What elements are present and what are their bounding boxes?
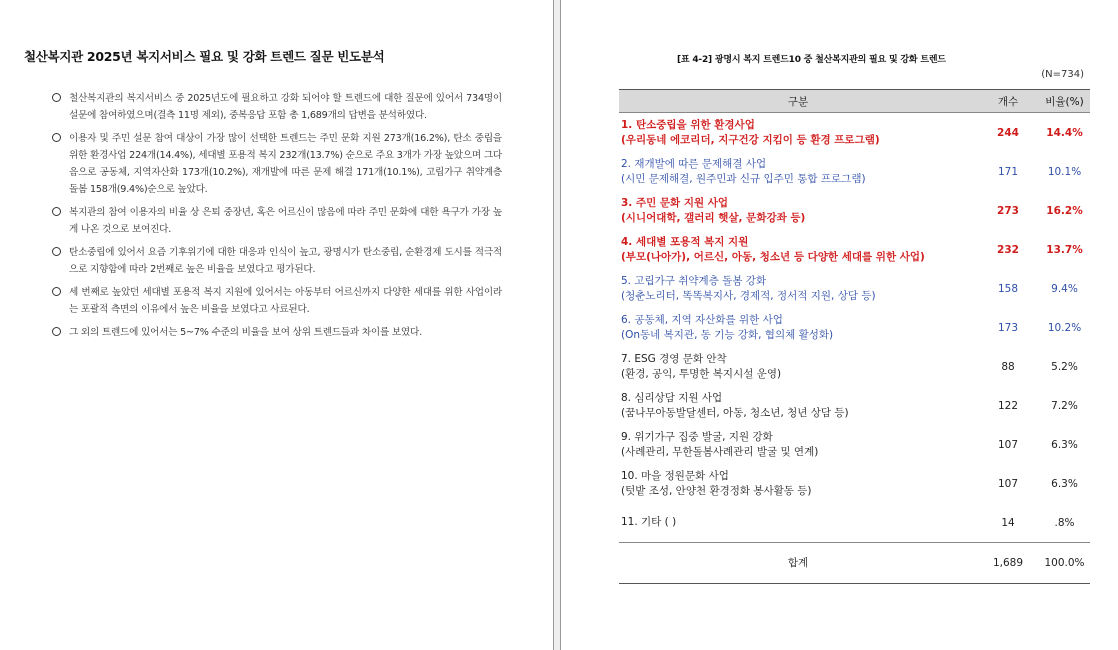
row-count: 88 [1001,360,1015,373]
row-detail: (텃밭 조성, 안양천 환경정화 봉사활동 등) [621,484,812,497]
circle-bullet-icon [52,247,61,256]
row-category [619,503,977,543]
left-page [0,0,553,650]
row-ratio: .8% [1054,516,1075,529]
row-detail: (사례관리, 무한돌봄사례관리 발굴 및 연계) [621,445,819,458]
row-ratio: 6.3% [1051,438,1078,451]
total-ratio: 100.0% [1039,543,1090,584]
circle-bullet-icon [52,133,61,142]
circle-bullet-icon [52,287,61,296]
row-title: 11. 기타 ( ) [621,516,677,528]
sample-size-label: (N=734) [1041,69,1084,80]
row-category [619,347,977,386]
row-category [619,113,977,153]
row-count: 171 [997,165,1019,178]
document-title: 철산복지관 2025년 복지서비스 필요 및 강화 트렌드 질문 빈도분석 [24,49,385,64]
row-category [619,269,977,308]
circle-bullet-icon [52,327,61,336]
finding-text: 그 외의 트렌드에 있어서는 5~7% 수준의 비율을 보여 상위 트렌드들과 차이를 보였다. [69,327,422,338]
finding-item [52,130,502,198]
row-ratio: 5.2% [1051,360,1078,373]
row-count: 244 [997,126,1019,139]
row-ratio: 13.7% [1046,243,1083,256]
row-category [619,308,977,347]
table-row [619,386,1090,425]
row-ratio: 10.2% [1047,321,1082,334]
finding-text: 이용자 및 주민 설문 참여 대상이 가장 많이 선택한 트렌드는 주민 문화 지원 273개(16.2%), 탄소 중립을 위한 환경사업 224개(14.4%), 세대별 포용적 복지 232개(13.7%) 순으로 주요 3개가 가장 높았으며 그다음으로 공동체, 지역자산화 173개(10.2%), 재개발에 따른 문제 해결 171개(10.1%), 고립가구 취약계층 돌봄 158개(9.4%)순으로 높았다. [69,133,502,195]
row-detail: (부모(나아가), 어르신, 아동, 청소년 등 다양한 세대를 위한 사업) [621,250,925,263]
row-title: 1. 탄소중립을 위한 환경사업 [621,118,755,131]
table-row [619,191,1090,230]
table-row [619,347,1090,386]
row-title: 7. ESG 경영 문화 안착 [621,352,727,365]
row-count: 173 [997,321,1019,334]
row-category [619,191,977,230]
row-detail: (시니어대학, 갤러리 햇살, 문화강좌 등) [621,211,806,224]
row-detail: (On동네 복지관, 동 기능 강화, 협의체 활성화) [621,328,834,341]
findings-list [52,90,502,347]
row-count: 107 [997,477,1019,490]
row-category [619,386,977,425]
table-row [619,308,1090,347]
row-category [619,464,977,503]
row-title: 4. 세대별 포용적 복지 지원 [621,235,749,248]
row-count: 14 [1001,516,1015,529]
row-detail: (우리동네 에코리더, 지구건강 지킴이 등 환경 프로그램) [621,133,880,146]
table-row [619,152,1090,191]
total-label: 합계 [619,543,977,584]
header-ratio: 비율(%) [1039,90,1090,113]
trend-frequency-table [619,89,1090,584]
table-total-row [619,543,1090,584]
row-count: 107 [997,438,1019,451]
row-ratio: 9.4% [1051,282,1078,295]
row-category [619,230,977,269]
finding-text: 철산복지관의 복지서비스 중 2025년도에 필요하고 강화 되어야 할 트렌드에 대한 질문에 있어서 734명이 설문에 참여하였으며(결측 11명 제외), 중복응답 포함 총 1,689개의 답변을 분석하였다. [69,93,502,121]
finding-item [52,244,502,278]
table-row [619,464,1090,503]
row-detail: (청춘노리터, 똑똑복지사, 경제적, 정서적 지원, 상담 등) [621,289,876,302]
row-category [619,425,977,464]
row-title: 9. 위기가구 집중 발굴, 지원 강화 [621,430,773,443]
row-title: 5. 고립가구 취약계층 돌봄 강화 [621,274,767,287]
table-row [619,113,1090,153]
table-caption: [표 4-2] 광명시 복지 트렌드10 중 철산복지관의 필요 및 강화 트렌드 [677,55,946,65]
row-title: 10. 마을 정원문화 사업 [621,469,729,482]
finding-item [52,204,502,238]
row-title: 8. 심리상담 지원 사업 [621,391,723,404]
finding-item [52,284,502,318]
row-category [619,152,977,191]
row-count: 232 [997,243,1019,256]
finding-item [52,90,502,124]
finding-text: 탄소중립에 있어서 요즘 기후위기에 대한 대응과 인식이 높고, 광명시가 탄소중립, 순환경제 도시를 적극적으로 지향함에 따라 2번째로 높은 비율을 보였다고 평가된다. [69,247,502,275]
finding-text: 세 번째로 높았던 세대별 포용적 복지 지원에 있어서는 아동부터 어르신까지 다양한 세대를 위한 사업이라는 포괄적 측면의 이유에서 높은 비율을 보였다고 사료된다. [69,287,502,315]
table-row [619,503,1090,543]
row-title: 3. 주민 문화 지원 사업 [621,196,729,209]
circle-bullet-icon [52,93,61,102]
table-header-row [619,90,1090,113]
row-title: 2. 재개발에 따른 문제해결 사업 [621,157,767,170]
finding-item [52,324,502,341]
row-ratio: 16.2% [1046,204,1083,217]
row-detail: (꿈나무아동발달센터, 아동, 청소년, 청년 상담 등) [621,406,849,419]
row-ratio: 10.1% [1047,165,1082,178]
table-row [619,269,1090,308]
table-row [619,425,1090,464]
finding-text: 복지관의 참여 이용자의 비율 상 은퇴 중장년, 혹은 어르신이 많음에 따라 주민 문화에 대한 욕구가 가장 높게 나온 것으로 보여진다. [69,207,502,235]
row-count: 158 [997,282,1019,295]
row-detail: (환경, 공익, 투명한 복지시설 운영) [621,367,782,380]
row-count: 122 [997,399,1019,412]
row-detail: (시민 문제해결, 원주민과 신규 입주민 통합 프로그램) [621,172,866,185]
row-count: 273 [997,204,1019,217]
page-gutter [553,0,561,650]
row-ratio: 14.4% [1046,126,1083,139]
total-count: 1,689 [977,543,1039,584]
row-title: 6. 공동체, 지역 자산화를 위한 사업 [621,313,783,326]
header-category: 구분 [619,90,977,113]
row-ratio: 6.3% [1051,477,1078,490]
table-row [619,230,1090,269]
header-count: 개수 [977,90,1039,113]
circle-bullet-icon [52,207,61,216]
row-ratio: 7.2% [1051,399,1078,412]
